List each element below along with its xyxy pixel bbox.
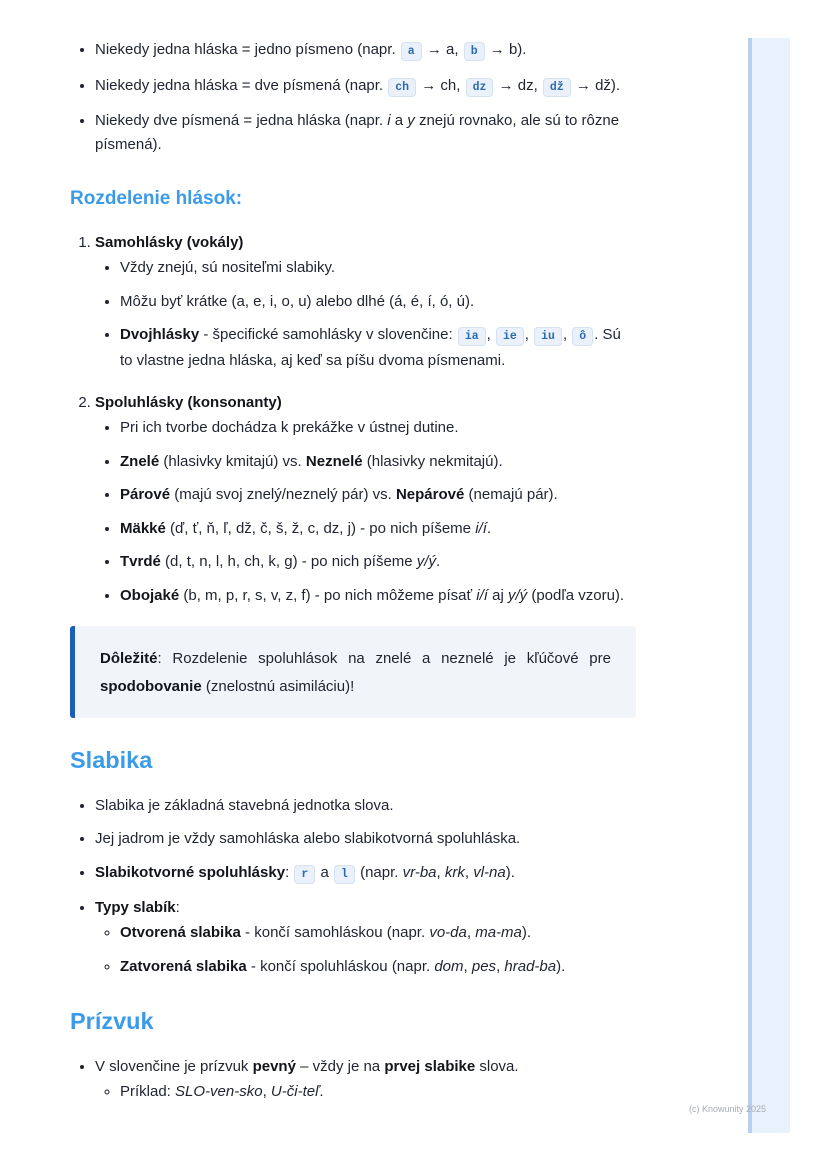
section-heading-rozdelenie: Rozdelenie hlások: bbox=[70, 188, 243, 209]
types-list bbox=[95, 921, 636, 979]
bold-text: Nepárové bbox=[395, 486, 465, 503]
list-item bbox=[120, 256, 636, 280]
bold-text: Otvorená slabika bbox=[120, 924, 241, 941]
text: a bbox=[316, 863, 333, 881]
bold-text: Dôležité bbox=[100, 649, 158, 667]
text: Jej jadrom je vždy samohláska alebo slabikotvorná spoluhláska. bbox=[95, 830, 521, 847]
group-title: Samohlásky (vokály) bbox=[95, 234, 244, 251]
text: , bbox=[463, 957, 472, 975]
rozdelenie-list bbox=[70, 231, 636, 608]
italic-text: krk bbox=[444, 863, 465, 881]
italic-text: SLO-ven-sko bbox=[175, 1082, 263, 1100]
bold-text: Neznelé bbox=[305, 452, 363, 470]
text: : bbox=[175, 899, 180, 916]
text: - končí samohláskou (napr. bbox=[240, 924, 430, 941]
text: ). bbox=[505, 863, 515, 881]
text: (ď, ť, ň, ľ, dž, č, š, ž, c, dz, j) - po nich píšeme bbox=[165, 519, 476, 537]
text: . bbox=[435, 553, 441, 570]
italic-text: pes bbox=[471, 957, 497, 975]
list-item bbox=[95, 74, 636, 100]
text: (znelostnú asimiláciu)! bbox=[201, 677, 355, 695]
inline-code: ie bbox=[496, 327, 524, 346]
text: → ch, bbox=[417, 76, 465, 94]
text: , bbox=[524, 326, 534, 343]
list-item bbox=[120, 290, 636, 314]
list-item bbox=[95, 861, 636, 887]
inline-code: ia bbox=[458, 327, 486, 346]
list-item bbox=[120, 921, 636, 945]
text: Môžu byť krátke (a, e, i, o, u) alebo dlhé (á, é, í, ó, ú). bbox=[120, 292, 475, 310]
text: , bbox=[436, 863, 445, 881]
list-item bbox=[120, 955, 636, 979]
text: slova. bbox=[475, 1057, 519, 1075]
text: . bbox=[319, 1082, 324, 1100]
bold-text: Obojaké bbox=[120, 586, 180, 604]
bold-text: spodobovanie bbox=[100, 677, 202, 695]
inline-code: ch bbox=[388, 78, 416, 97]
intro-list bbox=[70, 38, 636, 157]
important-callout bbox=[70, 626, 636, 718]
list-item bbox=[120, 483, 636, 507]
text: , bbox=[464, 863, 474, 881]
list-item-samohlasky bbox=[95, 231, 636, 373]
bold-text: Tvrdé bbox=[120, 553, 161, 570]
italic-text: i bbox=[387, 112, 391, 129]
list-item bbox=[120, 323, 636, 373]
text: znejú rovnako, ale sú to rôzne písmená). bbox=[95, 112, 620, 153]
text: (hlasivky kmitajú) vs. bbox=[159, 452, 306, 470]
italic-text: U-či-teľ bbox=[270, 1082, 320, 1100]
text: Pri ich tvorbe dochádza k prekážke v ústnej dutine. bbox=[120, 419, 459, 436]
text: Niekedy jedna hláska = dve písmená (napr. bbox=[95, 76, 388, 94]
section-heading-slabika: Slabika bbox=[70, 746, 153, 773]
group-title: Spoluhlásky (konsonanty) bbox=[95, 394, 282, 411]
bold-text: Slabikotvorné spoluhlásky bbox=[95, 863, 286, 881]
spoluhlasky-list bbox=[95, 416, 636, 608]
inline-code: dž bbox=[543, 78, 571, 97]
list-item-spoluhlasky bbox=[95, 391, 636, 608]
inline-code: dz bbox=[466, 78, 494, 97]
italic-text: i/í bbox=[476, 586, 488, 604]
bold-text: Znelé bbox=[120, 452, 160, 470]
italic-text: y/ý bbox=[416, 553, 436, 570]
list-item bbox=[95, 827, 636, 851]
text: . Sú to vlastne jedna hláska, aj keď sa píšu dvoma písmenami. bbox=[120, 326, 621, 369]
list-item bbox=[95, 1055, 636, 1104]
text: – vždy je na bbox=[295, 1057, 385, 1075]
italic-text: vr-ba bbox=[402, 863, 437, 881]
italic-text: i/í bbox=[475, 519, 487, 537]
text: (majú svoj znelý/neznelý pár) vs. bbox=[170, 486, 396, 503]
text: (napr. bbox=[355, 863, 403, 881]
inline-code: r bbox=[294, 865, 315, 884]
side-panel bbox=[748, 38, 790, 1133]
list-item bbox=[95, 38, 636, 64]
slabika-list bbox=[70, 794, 636, 979]
text: (nemajú pár). bbox=[464, 486, 558, 503]
text: Príklad: bbox=[120, 1082, 176, 1100]
inline-code: l bbox=[334, 865, 355, 884]
text: → dz, bbox=[494, 76, 542, 94]
inline-code: a bbox=[401, 42, 422, 61]
bold-text: prvej slabike bbox=[384, 1057, 476, 1075]
bold-text: Typy slabík bbox=[95, 899, 176, 916]
bold-text: Párové bbox=[120, 486, 171, 503]
text: → b). bbox=[485, 41, 527, 58]
text: → dž). bbox=[571, 76, 621, 94]
copyright: (c) Knowunity 2025 bbox=[689, 1104, 767, 1114]
text: - špecifické samohlásky v slovenčine: bbox=[199, 326, 457, 343]
text: , bbox=[466, 924, 476, 941]
italic-text: ma-ma bbox=[475, 924, 522, 941]
italic-text: dom bbox=[434, 957, 464, 975]
text: , bbox=[262, 1082, 271, 1100]
prizvuk-text bbox=[95, 1058, 519, 1075]
list-item bbox=[120, 450, 636, 474]
italic-text: vo-da bbox=[429, 924, 467, 941]
text: Niekedy dve písmená = jedna hláska (napr. bbox=[95, 112, 388, 129]
text: (b, m, p, r, s, v, z, f) - po nich môžeme písať bbox=[179, 586, 477, 604]
list-item bbox=[120, 416, 636, 440]
inline-code: b bbox=[464, 42, 485, 61]
bold-text: Dvojhlásky bbox=[120, 326, 200, 343]
list-item-types bbox=[95, 896, 636, 979]
italic-text: vl-na bbox=[473, 863, 506, 881]
text: a bbox=[390, 112, 408, 129]
types-label bbox=[95, 899, 180, 916]
text: (d, t, n, l, h, ch, k, g) - po nich píšeme bbox=[160, 553, 417, 570]
text: . bbox=[486, 519, 492, 537]
italic-text: y bbox=[407, 112, 415, 129]
list-item bbox=[120, 517, 636, 541]
text: ). bbox=[556, 957, 566, 975]
inline-code: ô bbox=[572, 327, 593, 346]
text: Niekedy jedna hláska = jedno písmeno (napr. bbox=[95, 41, 400, 58]
document-content bbox=[70, 38, 636, 1113]
text: ). bbox=[521, 924, 532, 941]
text: Slabika je základná stavebná jednotka slova. bbox=[95, 796, 394, 814]
example-list bbox=[95, 1080, 636, 1104]
text: → a, bbox=[422, 41, 463, 58]
text: (podľa vzoru). bbox=[527, 586, 625, 604]
text: , bbox=[562, 326, 572, 343]
text: : Rozdelenie spoluhlások na znelé a neznelé je kľúčové pre bbox=[157, 649, 611, 667]
list-item bbox=[95, 109, 636, 157]
text: Vždy znejú, sú nositeľmi slabiky. bbox=[120, 259, 336, 276]
italic-text: y/ý bbox=[507, 586, 528, 604]
samohlasky-list bbox=[95, 256, 636, 373]
text: - končí spoluhláskou (napr. bbox=[246, 957, 435, 975]
list-item bbox=[120, 550, 636, 574]
text: , bbox=[496, 957, 505, 975]
italic-text: hrad-ba bbox=[504, 957, 557, 975]
inline-code: iu bbox=[534, 327, 562, 346]
text: V slovenčine je prízvuk bbox=[95, 1057, 253, 1075]
text: (hlasivky nekmitajú). bbox=[362, 452, 503, 470]
text: : bbox=[285, 863, 294, 881]
text: aj bbox=[487, 586, 508, 604]
section-heading-prizvuk: Prízvuk bbox=[70, 1007, 154, 1034]
prizvuk-list bbox=[70, 1055, 636, 1104]
bold-text: pevný bbox=[252, 1057, 296, 1075]
list-item bbox=[95, 794, 636, 818]
bold-text: Mäkké bbox=[120, 519, 166, 537]
text: , bbox=[486, 326, 495, 343]
list-item bbox=[120, 1080, 636, 1104]
list-item bbox=[120, 584, 636, 608]
bold-text: Zatvorená slabika bbox=[120, 957, 247, 975]
